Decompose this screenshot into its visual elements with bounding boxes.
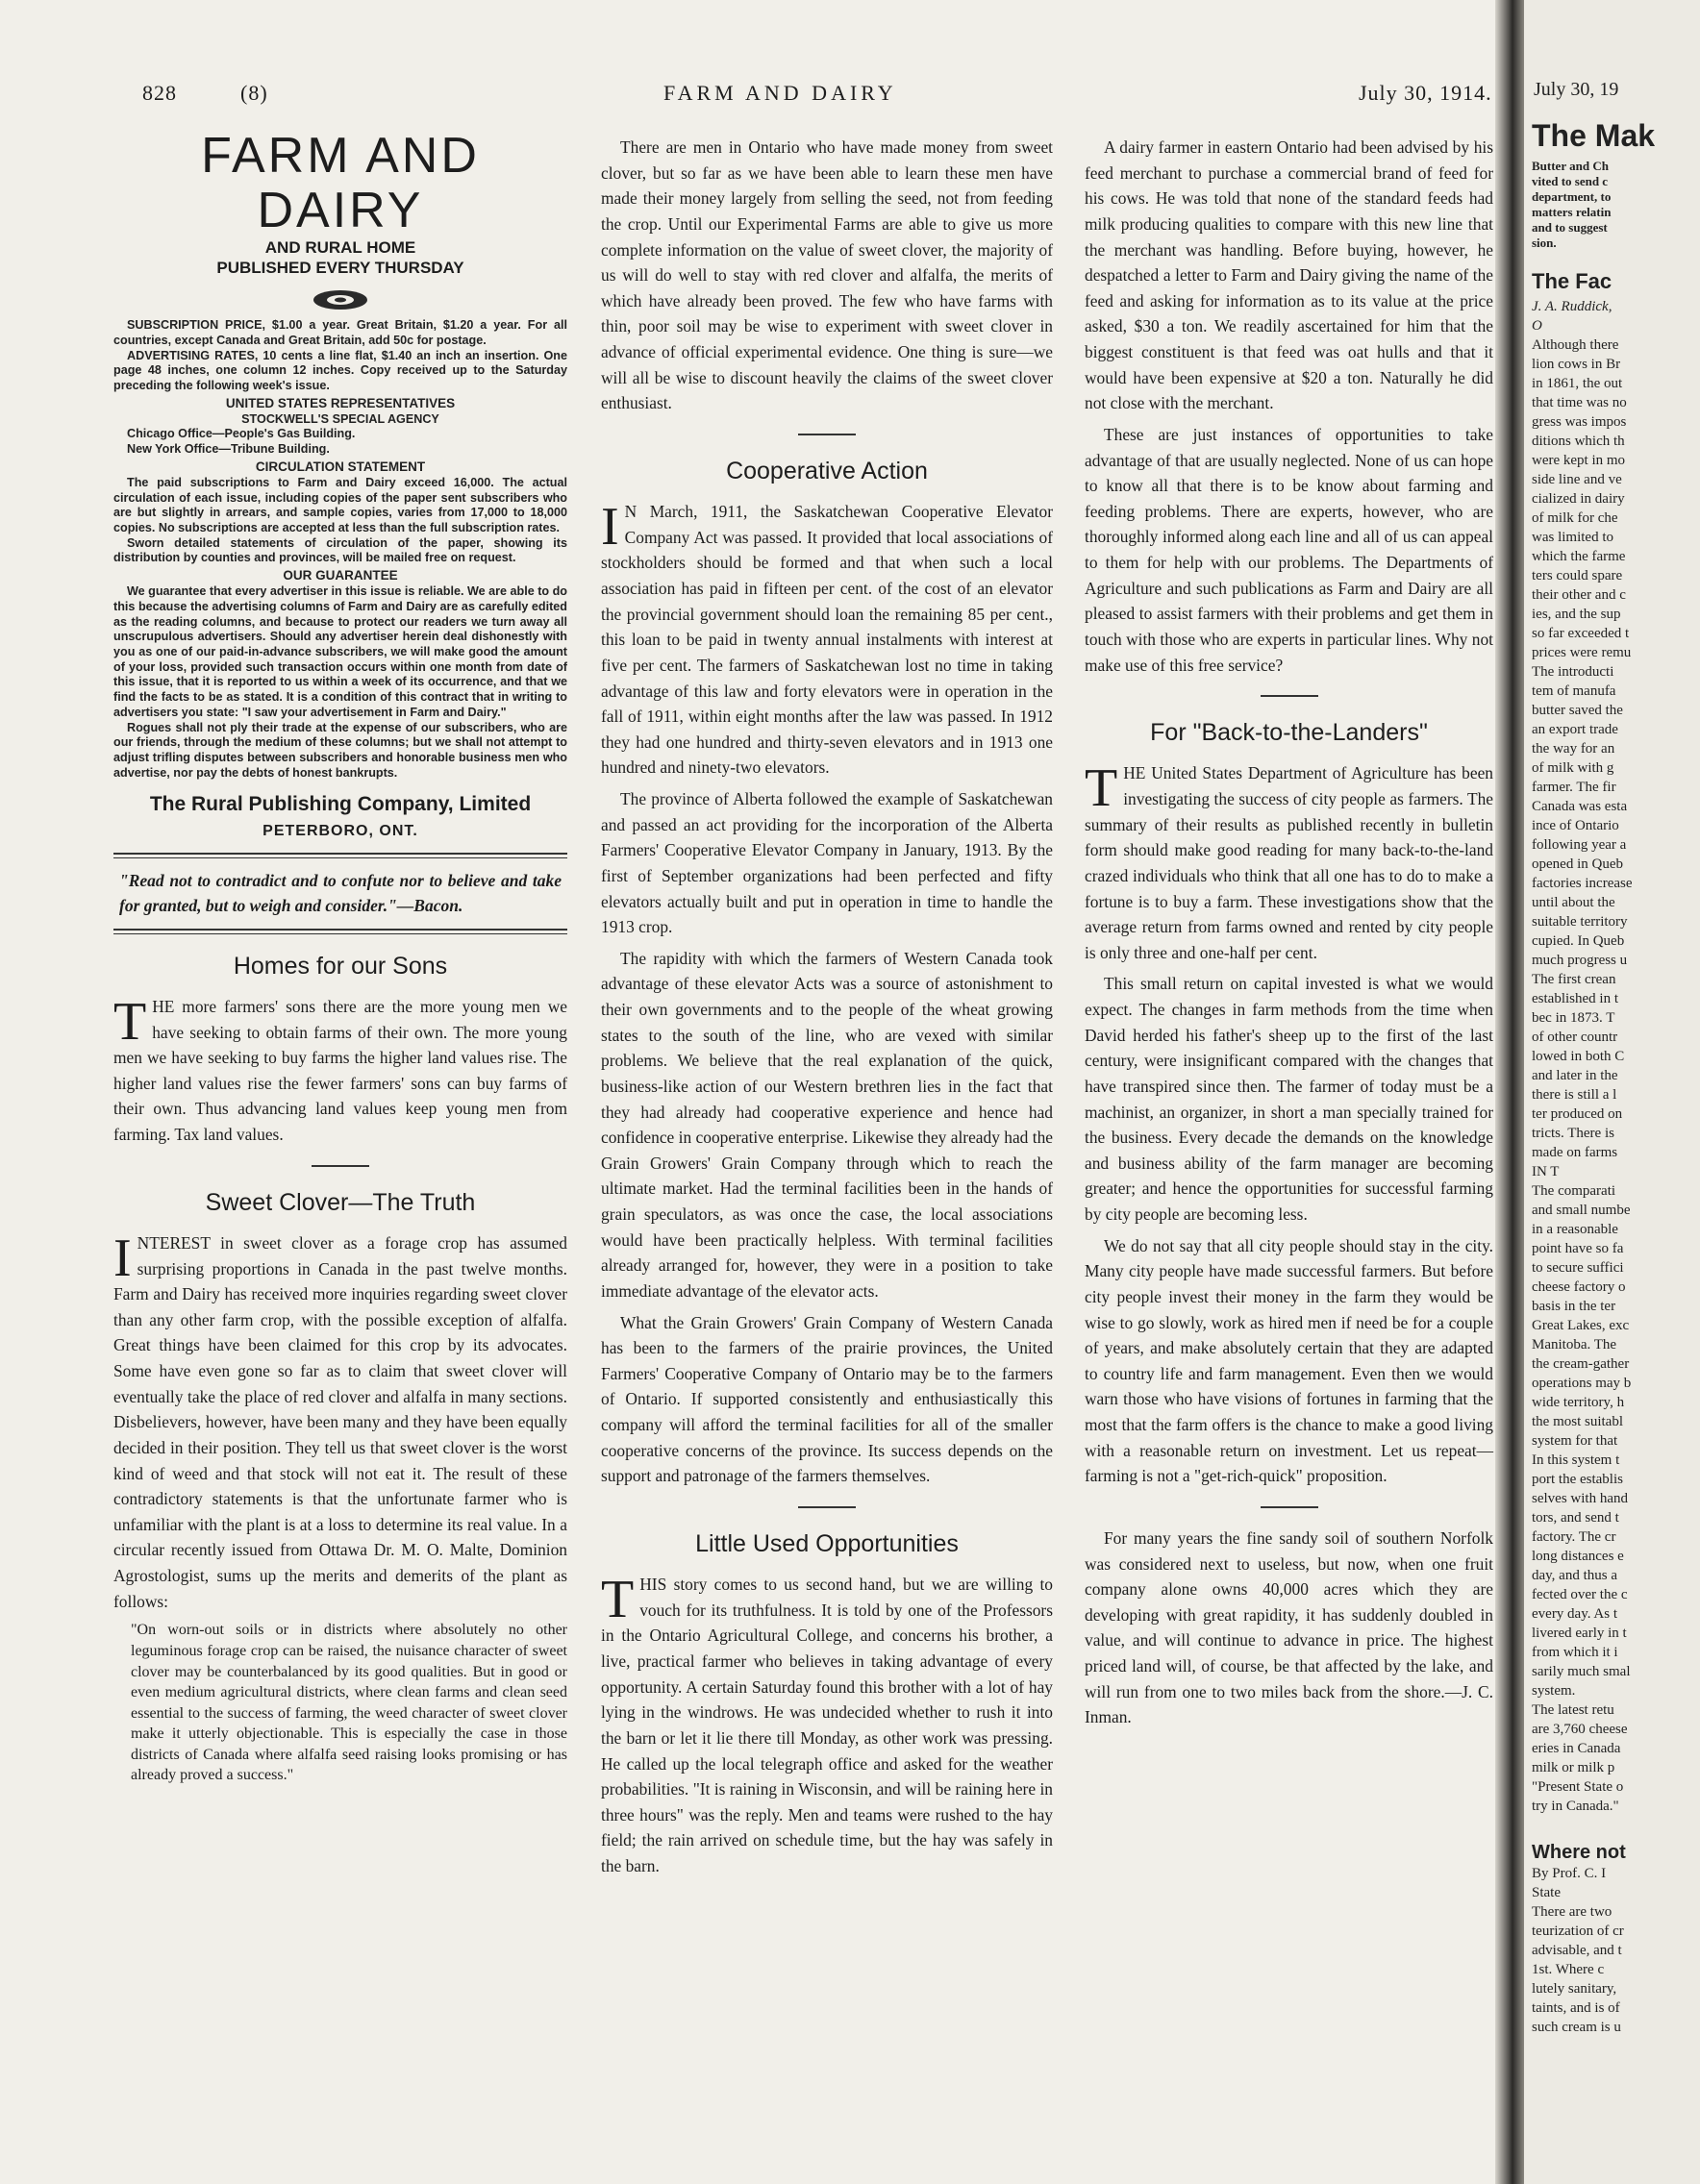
right-page-line: following year a [1532,837,1627,853]
right-page-line: livered early in t [1532,1626,1627,1641]
right-page-line: established in t [1532,991,1618,1006]
homes-text: HE more farmers' sons there are the more young men we have seeking to obtain farms of their own. The more young men we have seeking to buy farms the higher land values rise. The higher land values rise the fewer farmers' sons can buy farms of their own. Thus advancing land values keep young men from farming. Tax land values. [113,996,567,1145]
right-page-line: an export trade [1532,722,1618,737]
right-page-line: advisable, and t [1532,1943,1622,1958]
right-page-line: lutely sanitary, [1532,1981,1617,1997]
little-p3: These are just instances of opportunities to take advantage of that are usually neglected. None of us can hope to know all that there is to be know about farming and feeding problems. There are experts, however, who are thoroughly informed along each line and all of us can appeal to them for help with our problems. The Departments of Agriculture and such publications as Farm and Dairy are all pleased to assist farmers with their problems and get them in touch with those who are experts in particular lines. Why not make use of this free service? [1085,424,1493,675]
right-page-line: Manitoba. The [1532,1337,1617,1353]
divider [113,929,567,934]
right-page-line: ditions which th [1532,434,1625,449]
rogues-text: Rogues shall not ply their trade at the expense of our subscribers, who are our friends, through the medium of these columns; but we shall not attempt to adjust trifling disputes between subscribers and honorable business men who advertise, nor pay the debts of honest bankrupts. [113,720,567,780]
agency-name: STOCKWELL'S SPECIAL AGENCY [241,411,439,426]
section-divider [798,1506,856,1508]
right-page-line: Where not [1532,1842,1626,1863]
right-page-line: Butter and Ch [1532,159,1609,173]
right-page-line: Great Lakes, exc [1532,1318,1630,1333]
motto-quote: "Read not to contradict and to confute nor to believe and take for granted, but to weigh and consider."—Bacon. [119,871,562,916]
newyork-office: New York Office—Tribune Building. [127,442,330,457]
column-3 [1085,135,1493,1730]
right-page-line: There are two [1532,1904,1612,1920]
right-page-line: lowed in both C [1532,1049,1625,1064]
subscription-info: SUBSCRIPTION PRICE, $1.00 a year. Great Britain, $1.20 a year. For all countries, except Canada and Great Britain, add 50c for postage. [113,318,567,347]
circulation-heading: CIRCULATION STATEMENT [255,459,426,474]
right-page-line: basis in the ter [1532,1299,1616,1314]
publisher-place: PETERBORO, ONT. [262,822,418,839]
little-p1 [601,1572,1053,1879]
right-page-line: system. [1532,1683,1576,1699]
coop-p2: The province of Alberta followed the example of Saskatchewan and passed an act providing for the incorporation of the Alberta Farmers' Cooperative Elevator Company in January, 1913. By the first of September organizations had been perfected and fifty elevators actually built and put in operation in time to handle the 1913 crop. [601,789,1053,937]
right-page-line: wide territory, h [1532,1395,1625,1410]
right-page-line: The introducti [1532,664,1614,680]
back-p3: We do not say that all city people should stay in the city. Many city people have made successful farmers. But before city people invest their money in the farm they would be wise to go slowly, work as hired men if need be for a couple of years, and make absolutely certain that they are adapted to country life and farm management. Even then we would warn those who have visions of fortunes in farming that the most that the farm offers is the chance to make a good living with a reasonable return on investment. Let us repeat—farming is not a "get-rich-quick" proposition. [1085,1235,1493,1486]
coop-p3: The rapidity with which the farmers of Western Canada took advantage of these elevator Acts was a source of astonishment to their own governments and to the people of the wheat growing states to the south of the line, who are vexed with similar problems. We believe that the real explanation of the quick, business-like action of our Western brethren lies in the fact that they had already had cooperative experience and hence had confidence in cooperative enterprise. Likewise they already had the Grain Growers' Grain Company through which to reach the ultimate market. Had the terminal facilities been in the hands of grain speculators, as was once the case, the local associations would have been practically helpless. With terminal facilities already arranged for, however, they were in a position to take immediate advantage of the elevator acts. [601,948,1053,1301]
dropcap: I [113,1228,132,1288]
sworn-statement: Sworn detailed statements of circulation of the paper, showing its distribution by counties and provinces, will be mailed free on request. [113,535,567,565]
dropcap: T [113,991,147,1052]
dropcap: T [601,1570,635,1630]
right-page-line: 1st. Where c [1532,1962,1605,1977]
right-page-line: department, to [1532,189,1612,204]
little-p2: A dairy farmer in eastern Ontario had been advised by his feed merchant to purchase a commercial brand of feed for his cows. He was told that none of the standard feeds had milk producing qualities to compare with this new line that the merchant was handling. Before buying, however, he despatched a letter to Farm and Dairy giving the name of the feed and asking for information as to its value at the price asked, $30 a ton. We readily ascertained for him that the biggest constituent is that feed was oat hulls and that it would have been expensive at $20 a ton. Naturally he did not close with the merchant. [1085,137,1493,413]
right-page-date: July 30, 19 [1534,79,1619,100]
right-page-line: there is still a l [1532,1087,1617,1103]
right-page-line: made on farms [1532,1145,1618,1160]
masthead-frequency: PUBLISHED EVERY THURSDAY [216,258,464,277]
right-page-line: prices were remu [1532,645,1632,660]
right-page-line: every day. As t [1532,1606,1618,1622]
right-page-line: factories increase [1532,876,1633,891]
coop-heading: Cooperative Action [726,457,928,484]
little-text: HIS story comes to us second hand, but we are willing to vouch for its truthfulness. It is told by one of the Professors in the Ontario Agricultural College, and concerns his brother, a live, practical farmer who believes in taking advantage of every opportunity. A certain Saturday found this brother with a lot of hay lying in the windrows. He was undecided whether to rush it into the barn or let it lie there till Monday, as other work was pressing. He called up the local telegraph office and asked for the weather probabilities. "It is raining in Wisconsin, and will be raining here in three hours" was the reply. Men and teams were rushed to the hay field; the rain arrived on schedule time, but the hay was safely in the barn. [601,1575,1053,1875]
clover-body [113,1230,567,1614]
right-page-line: which the farme [1532,549,1626,564]
right-page-line: The first crean [1532,972,1616,987]
right-page-line: were kept in mo [1532,453,1626,468]
section-divider [312,1165,369,1167]
right-page-line: from which it i [1532,1645,1618,1660]
back-p2: This small return on capital invested is what we would expect. The changes in farm methods from the time when David herded his father's sheep up to the first of the last century, were insignificant compared with the changes that have transpired since then. The farmer of today must be a machinist, an organizer, in short a man specially trained for the business. Every decade the demands on the knowledge and business ability of the farm manager are becoming greater; and hence the opportunities for successful farming by city people are becoming less. [1085,974,1493,1224]
right-page-line: vited to send c [1532,174,1609,188]
right-page-line: By Prof. C. I [1532,1866,1607,1881]
circulation-statement: The paid subscriptions to Farm and Dairy exceed 16,000. The actual circulation of each issue, including copies of the paper sent subscribers who are but slightly in arrears, and sample copies, varies from 17,000 to 18,000 copies. No subscriptions are accepted at less than the full subscription rates. [113,475,567,534]
right-page-line: lion cows in Br [1532,357,1621,372]
running-title: FARM AND DAIRY [663,81,897,105]
divider [113,853,567,858]
guarantee-text: We guarantee that every advertiser in this issue is reliable. We are able to do this because the advertising columns of Farm and Dairy are as carefully edited as the reading columns, and because to protect our readers we turn away all unscrupulous advertisers. Should any advertiser herein deal dishonestly with you as one of our paid-in-advance subscribers, we will make good the amount of your loss, provided such transaction occurs within one month from date of this issue, that it is reported to us within a week of its occurrence, and that we find the facts to be as stated. It is a condition of this contract that in writing to advertisers you state: "I saw your advertisement in Farm and Dairy." [113,584,567,719]
right-page-line: O [1532,318,1542,334]
coop-p4: What the Grain Growers' Grain Company of Western Canada has been to the farmers of the prairie provinces, the United Farmers' Cooperative Company of Ontario may be to the farmers of Ontario. If supported consistently and enthusiastically this company will afford the terminal facilities for all of the smaller cooperative concerns of the province. Its success depends on the support and patronage of the farmers themselves. [601,1312,1053,1486]
ornament-icon [312,287,369,312]
right-page-line: selves with hand [1532,1491,1628,1506]
right-page-line: The latest retu [1532,1702,1614,1718]
right-page-line: the most suitabl [1532,1414,1623,1429]
right-page-line: side line and ve [1532,472,1622,487]
right-page-line: The Fac [1532,269,1612,293]
right-page-line: tem of manufa [1532,683,1616,699]
right-page-line: to secure suffici [1532,1260,1624,1276]
homes-body [113,991,567,1148]
homes-heading: Homes for our Sons [233,952,448,980]
page-number: 828 [142,81,177,105]
dropcap: I [601,497,619,558]
right-page-line: The comparati [1532,1183,1616,1199]
masthead-subtitle: AND RURAL HOME [264,238,416,258]
right-page-line: point have so fa [1532,1241,1624,1256]
right-page-line: teurization of cr [1532,1923,1624,1939]
right-page-line: matters relatin [1532,205,1612,219]
us-reps-heading: UNITED STATES REPRESENTATIVES [225,395,456,410]
norfolk-note: For many years the fine sandy soil of southern Norfolk was considered next to useless, but now, when one fruit company alone owns 40,000 acres which they are developing with great rapidity, it has suddenly doubled in value, and will continue to advance in price. The highest priced land will, of course, be that affected by the lake, and will run from one to two miles back from the shore.—J. C. Inman. [1085,1527,1493,1727]
right-page-line: and small numbe [1532,1203,1631,1218]
publisher-name: The Rural Publishing Company, Limited [149,792,532,815]
section-divider [798,434,856,435]
right-page-line: tors, and send t [1532,1510,1619,1526]
right-page-line: In this system t [1532,1452,1620,1468]
dropcap: T [1085,758,1118,819]
right-page-line: milk or milk p [1532,1760,1615,1775]
page-date: July 30, 1914. [1359,81,1492,105]
page-section: (8) [240,81,268,105]
back-text: HE United States Department of Agriculture has been investigating the success of city people as farmers. The summary of their results as published recently in bulletin form should make good reading for many back-to-the-land crazed individuals who think that all one has to do to make a fortune is to buy a farm. These investigations show that the average return from farms owned and rented by city people is only three and one-half per cent. [1085,763,1493,962]
right-page-line: that time was no [1532,395,1627,410]
right-page-line: ies, and the sup [1532,607,1621,622]
right-page-line: in 1861, the out [1532,376,1623,391]
right-page-line: cialized in dairy [1532,491,1625,507]
right-page-line: port the establis [1532,1472,1623,1487]
right-page-line: the cream-gather [1532,1356,1630,1372]
right-page-line: Although there [1532,337,1619,353]
clover-heading: Sweet Clover—The Truth [205,1188,476,1216]
right-page-line: "Present State o [1532,1779,1624,1795]
masthead-title: FARM AND DAIRY [201,128,480,239]
section-divider [1261,1506,1318,1508]
right-page-line: gress was impos [1532,414,1627,430]
right-page-line: sion. [1532,236,1557,250]
advertising-info: ADVERTISING RATES, 10 cents a line flat, $1.40 an inch an insertion. One page 48 inches, one column 12 inches. Copy received up to the Saturday preceding the following week's issue. [113,348,567,393]
right-page-line: much progress u [1532,953,1628,968]
right-page-line: and to suggest [1532,220,1608,235]
little-heading: Little Used Opportunities [695,1529,959,1557]
right-page-line: of milk with g [1532,760,1614,776]
guarantee-heading: OUR GUARANTEE [283,568,398,583]
right-page-line: such cream is u [1532,2020,1621,2035]
back-p1 [1085,760,1493,965]
right-page-line: of other countr [1532,1030,1618,1045]
right-page-line: in a reasonable [1532,1222,1618,1237]
right-page-line: eries in Canada [1532,1741,1621,1756]
back-heading: For "Back-to-the-Landers" [1150,719,1428,747]
clover-quote: "On worn-out soils or in districts where absolutely no other leguminous forage crop can be raised, the nuisance character of sweet clover may be counterbalanced by its good qualities. But in good or even medium agricultural districts, where clean farms and clean seed essential to the success of farming, the weed character of sweet clover make it utterly objectionable. This is especially the case in those districts of Canada where alfalfa seed raising looks promising or has already proved a success." [131,1622,567,1784]
right-page-line: farmer. The fir [1532,780,1616,795]
right-page-line: until about the [1532,895,1615,910]
right-page-line: J. A. Ruddick, [1532,299,1612,314]
coop-text: N March, 1911, the Saskatchewan Cooperative Elevator Company Act was passed. It provided that local associations of stockholders should be formed and that when such a local association has paid in fifteen per cent. of the cost of an elevator the provincial government should loan the remaining 85 per cent., this loan to be paid in twenty annual instalments with interest at five per cent. The farmers of Saskatchewan lost no time in taking advantage of this law and forty elevators were in operation in the fall of 1911, within eight months after the law was passed. In 1912 they had one hundred and thirty-seven elevators and in 1913 one hundred and ninety-two elevators. [601,502,1053,778]
coop-p1 [601,499,1053,781]
right-page-line: ter produced on [1532,1106,1623,1122]
right-page-line: and later in the [1532,1068,1618,1083]
right-page-line: try in Canada." [1532,1799,1619,1814]
right-page-line: butter saved the [1532,703,1623,718]
masthead [113,129,567,312]
right-page-line: operations may b [1532,1376,1632,1391]
right-page-line: day, and thus a [1532,1568,1618,1583]
right-page-line: ters could spare [1532,568,1623,583]
clover-continued: There are men in Ontario who have made money from sweet clover, but so far as we have been able to learn these men have made their money largely from selling the seed, not from feeding the crop. Until our Experimental Farms are able to give us more complete information on the value of sweet clover, the majority of us will do well to stay with red clover and alfalfa, the merits of which have already been proved. The few who have farms with thin, poor soil may be wise to experiment with sweet clover in advance of official experimental evidence. One thing is sure—we will all be wise to discount heavily the claims of the sweet clover enthusiast. [601,137,1053,413]
right-page-line: Canada was esta [1532,799,1628,814]
section-divider [1261,695,1318,697]
right-page-line: ince of Ontario [1532,818,1619,833]
right-page-line: factory. The cr [1532,1529,1616,1545]
right-page-line: opened in Queb [1532,856,1623,872]
right-page-line: are 3,760 cheese [1532,1722,1628,1737]
right-page-line: tricts. There is [1532,1126,1614,1141]
publication-info [113,318,567,781]
right-page-line: bec in 1873. T [1532,1010,1615,1026]
right-page-line: fected over the c [1532,1587,1628,1602]
right-page-line: taints, and is of [1532,2000,1620,2016]
right-page-line: of milk for che [1532,510,1618,526]
right-page-line: their other and c [1532,587,1626,603]
right-page-line: was limited to [1532,530,1613,545]
right-page-line: suitable territory [1532,914,1628,930]
right-page-line: the way for an [1532,741,1615,757]
chicago-office: Chicago Office—People's Gas Building. [127,427,356,441]
book-gutter [1495,0,1524,2184]
right-page-line: IN T [1532,1164,1560,1179]
right-page-line: The Mak [1532,118,1656,153]
right-page-line: cupied. In Queb [1532,933,1625,949]
right-page-line: State [1532,1885,1561,1900]
right-page-line: so far exceeded t [1532,626,1630,641]
right-page-line: cheese factory o [1532,1279,1626,1295]
right-page-line: long distances e [1532,1549,1624,1564]
column-1 [113,128,567,1786]
right-page-line: system for that [1532,1433,1618,1449]
right-page-line: sarily much smal [1532,1664,1631,1679]
right-page-fragment [1524,0,1700,2184]
clover-text: NTEREST in sweet clover as a forage crop has assumed surprising proportions in Canada in the past twelve months. Farm and Dairy has received more inquiries regarding sweet clover than any other farm crop, with the possible exception of alfalfa. Great things have been claimed for this crop by its advocates. Some have even gone so far as to claim that sweet clover will eventually take the place of red clover and alfalfa in many sections. Disbelievers, however, have been many and they have been equally decided in their position. They tell us that sweet clover is the worst kind of weed and that stock will not eat it. The result of these contradictory statements is that the unfortunate farmer who is unfamiliar with the plant is at a loss to determine its real value. In a circular recently issued from Ottawa Dr. M. O. Malte, Dominion Agrostologist, sums up the merits and demerits of the plant as follows: [113,1232,567,1611]
column-2 [601,135,1053,1879]
